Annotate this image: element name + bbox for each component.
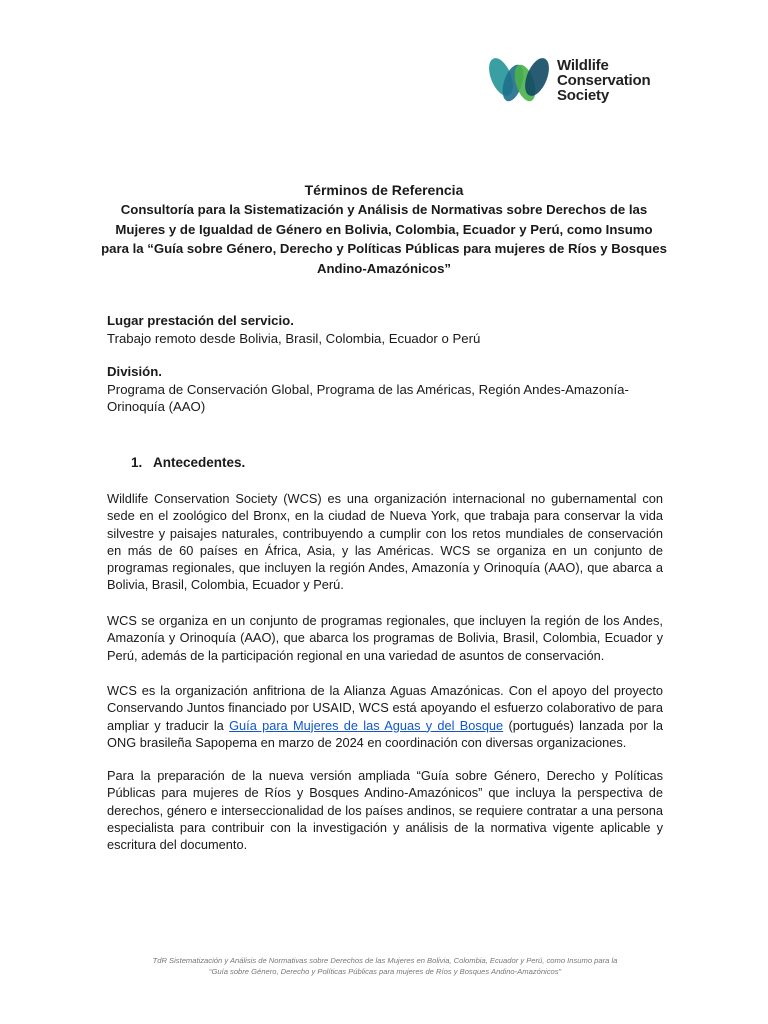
footer-line-2: “Guía sobre Género, Derecho y Políticas Públicas para mujeres de Ríos y Bosques Andino-Amazónicos” (208, 967, 562, 976)
footer-line-1: TdR Sistematización y Análisis de Normativas sobre Derechos de las Mujeres en Bolivia, Colombia, Ecuador y Perú, como Insumo para la (152, 956, 618, 965)
paragraph-1: Wildlife Conservation Society (WCS) es una organización internacional no gubernamental con sede en el zoológico del Bronx, en la ciudad de Nueva York, que trabaja para conservar la vida silvestre y paisajes naturales, contribuyendo a cumplir con los retos mundiales de conservación en más de 60 países en África, Asia, y las Américas. WCS se organiza en un conjunto de programas regionales, que incluyen la región Andes, Amazonía y Orinoquía (AAO), que abarca a Bolivia, Brasil, Colombia, Ecuador y Perú. (107, 491, 663, 593)
logo-line-3: Society (557, 86, 609, 104)
logo-line-2: Conservation (557, 71, 651, 89)
logo-line-1: Wildlife (557, 56, 609, 74)
wcs-logo-text (557, 58, 650, 103)
division-label: División. (107, 364, 162, 379)
paragraph-3-text-before: WCS es la organización anfitriona de la Alianza Aguas Amazónicas. Con el apoyo del proyecto Conservando Juntos financiado por USAID, WCS está apoyando el esfuerzo colaborativo de para ampliar y traducir la (107, 683, 663, 733)
document-title: Términos de Referencia (304, 182, 464, 198)
division-value-line-1: Programa de Conservación Global, Programa de las Américas, Región Andes-Amazonía- (107, 381, 629, 397)
heading-number: 1. (131, 455, 143, 470)
title-block (100, 181, 668, 278)
heading-title: Antecedentes. (153, 455, 246, 470)
page-footer (80, 955, 690, 977)
subtitle-line-1: Consultoría para la Sistematización y Análisis de Normativas sobre Derechos de las (120, 202, 648, 217)
subtitle-line-3: para la “Guía sobre Género, Derecho y Políticas Públicas para mujeres de Ríos y Bosques (101, 241, 667, 256)
guia-mujeres-link[interactable]: Guía para Mujeres de las Aguas y del Bosque (229, 717, 504, 733)
paragraph-3 (107, 682, 663, 751)
paragraph-3-text-after: (portugués) lanzada por la ONG brasileña Sapopema en marzo de 2024 en coordinación con diversas organizaciones. (107, 717, 663, 750)
wcs-logo-mark-icon (489, 55, 551, 105)
paragraph-4: Para la preparación de la nueva versión ampliada “Guía sobre Género, Derecho y Políticas Públicas para mujeres de Ríos y Bosques Andino-Amazónicos” que incluya la perspectiva de derechos, género e interseccionalidad de los países andinos, se requiere contratar a una persona especialista para contribuir con la investigación y análisis de la normativa vigente aplicable y escritura del documento. (107, 768, 663, 853)
lugar-section (107, 312, 663, 347)
division-section (107, 363, 663, 416)
subtitle-line-4: Andino-Amazónicos” (316, 260, 452, 276)
lugar-value: Trabajo remoto desde Bolivia, Brasil, Colombia, Ecuador o Perú (107, 330, 481, 346)
paragraph-2: WCS se organiza en un conjunto de programas regionales, que incluyen la región de los Andes, Amazonía y Orinoquía (AAO), que abarca los programas de Bolivia, Brasil, Colombia, Ecuador y Perú, además de la participación regional en una variedad de asuntos de conservación. (107, 613, 663, 663)
wcs-logo (489, 52, 669, 108)
lugar-label: Lugar prestación del servicio. (107, 313, 294, 328)
division-value-line-2: Orinoquía (AAO) (107, 399, 206, 414)
antecedentes-heading (131, 455, 245, 470)
subtitle-line-2: Mujeres y de Igualdad de Género en Bolivia, Colombia, Ecuador y Perú, como Insumo (115, 221, 653, 237)
